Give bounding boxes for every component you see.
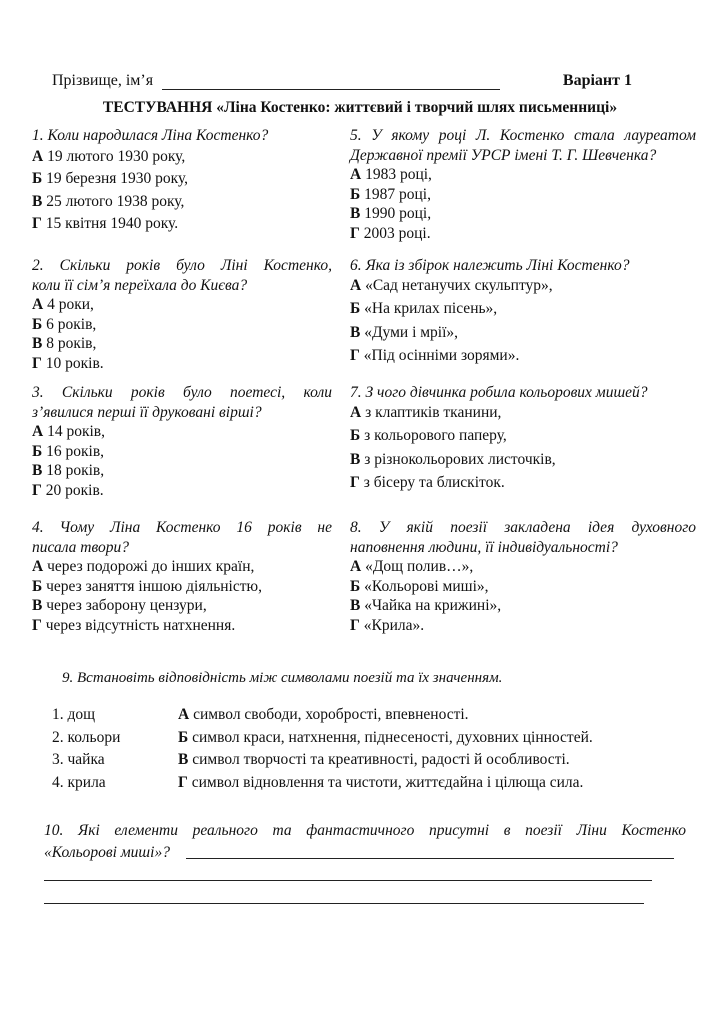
question-text-line1: 4. Чому Ліна Костенко 16 років не <box>32 519 332 536</box>
question-1 <box>32 126 332 234</box>
option-text: «Кольорові миші», <box>364 577 489 595</box>
option-text: 1987 році, <box>364 185 431 203</box>
option-b[interactable] <box>350 577 696 597</box>
option-b[interactable] <box>32 577 332 597</box>
option-a[interactable] <box>32 147 332 167</box>
match-letter: Г <box>178 773 188 791</box>
option-c[interactable] <box>350 204 696 224</box>
variant-label: Варіант 1 <box>562 72 632 89</box>
option-c[interactable] <box>350 596 696 616</box>
match-text: символ краси, натхнення, піднесеності, духовних цінностей. <box>192 728 593 746</box>
question-text: 1. Коли народилася Ліна Костенко? <box>32 127 269 144</box>
option-letter: А <box>350 558 362 575</box>
option-text: «Сад нетанучих скульптур», <box>365 276 553 294</box>
option-text: через заборону цензури, <box>46 597 207 614</box>
option-letter: Г <box>32 215 42 232</box>
option-letter: В <box>32 192 43 210</box>
option-letter: Г <box>32 354 42 372</box>
match-text: символ відновлення та чистоти, життєдайна і цілюща сила. <box>191 773 584 791</box>
option-letter: А <box>32 147 44 165</box>
question-text-line1: 5. У якому році Л. Костенко стала лауреатом <box>350 127 696 144</box>
option-letter: Б <box>32 315 43 333</box>
match-right-item <box>178 704 469 727</box>
option-letter: В <box>32 335 43 352</box>
option-a[interactable] <box>32 557 332 577</box>
match-letter: В <box>178 751 189 768</box>
question-3 <box>32 383 332 500</box>
question-2 <box>32 256 332 373</box>
option-b[interactable] <box>350 299 696 319</box>
option-letter: Г <box>350 616 360 634</box>
option-letter: Б <box>32 170 43 187</box>
match-text: символ свободи, хоробрості, впевненості. <box>193 706 469 723</box>
match-right-item <box>178 749 570 772</box>
title-rest: «Ліна Костенко: життєвий і творчий шлях письменниці» <box>216 99 618 116</box>
answer-line-1[interactable] <box>186 858 674 859</box>
option-a[interactable] <box>350 276 696 296</box>
option-c[interactable] <box>32 596 332 616</box>
option-d[interactable] <box>350 616 696 636</box>
option-letter: Б <box>32 442 43 460</box>
option-letter: В <box>350 450 361 468</box>
option-text: «Під осінніми зорями». <box>363 347 520 364</box>
option-letter: Г <box>350 224 360 242</box>
option-letter: Г <box>32 481 42 499</box>
question-text-line1: 8. У якій поезії закладена ідея духовного <box>350 519 696 536</box>
option-text: 16 років, <box>46 442 105 460</box>
match-letter: А <box>178 706 190 723</box>
option-letter: А <box>350 166 362 183</box>
question-10-line2: «Кольорові миші»? <box>44 844 170 861</box>
question-7 <box>350 383 696 493</box>
question-text-line2: з’явилися перші її друковані вірші? <box>32 403 262 421</box>
option-letter: Г <box>350 347 360 364</box>
option-text: «Крила». <box>363 616 425 634</box>
option-text: «Чайка на крижині», <box>364 597 502 614</box>
title-lead: ТЕСТУВАННЯ <box>102 99 213 116</box>
question-4 <box>32 518 332 635</box>
option-a[interactable] <box>32 295 332 315</box>
option-c[interactable] <box>350 323 696 343</box>
option-letter: А <box>32 423 44 440</box>
question-text: 7. З чого дівчинка робила кольорових мишей? <box>350 384 648 401</box>
question-9-text: 9. Встановіть відповідність між символами поезій та їх значенням. <box>62 670 503 686</box>
match-left-item: 4. крила <box>52 773 106 791</box>
option-b[interactable] <box>32 169 332 189</box>
option-a[interactable] <box>350 165 696 185</box>
option-letter: Б <box>350 300 361 317</box>
option-d[interactable] <box>32 616 332 636</box>
option-letter: Б <box>350 185 361 203</box>
option-letter: В <box>32 462 43 479</box>
match-right-item <box>178 727 593 750</box>
answer-line-2[interactable] <box>44 880 652 881</box>
option-text: з різнокольорових листочків, <box>364 450 556 468</box>
option-a[interactable] <box>350 557 696 577</box>
option-text: з бісеру та блискіток. <box>363 474 505 491</box>
test-title <box>0 99 720 117</box>
option-letter: Г <box>32 616 42 634</box>
question-text-line1: 3. Скільки років було поетесі, коли <box>32 384 332 401</box>
option-c[interactable] <box>350 450 696 470</box>
option-c[interactable] <box>32 334 332 354</box>
option-text: з клаптиків тканини, <box>365 403 502 421</box>
option-text: 1990 році, <box>364 205 432 222</box>
name-label: Прізвище, ім’я <box>52 72 154 89</box>
question-5 <box>350 126 696 243</box>
option-text: з кольорового паперу, <box>364 427 507 444</box>
answer-line-3[interactable] <box>44 903 644 904</box>
option-letter: А <box>350 276 362 294</box>
question-10-line1: 10. Які елементи реального та фантастичного присутні в поезії Ліни Костенко <box>44 822 686 839</box>
option-text: 14 років, <box>47 423 105 440</box>
option-letter: Г <box>350 474 360 491</box>
option-text: 20 років. <box>45 481 104 499</box>
option-d[interactable] <box>32 354 332 374</box>
option-c[interactable] <box>32 192 332 212</box>
option-d[interactable] <box>350 346 696 366</box>
option-letter: Б <box>350 427 361 444</box>
option-text: 15 квітня 1940 року. <box>45 215 179 232</box>
option-text: «Думи і мрії», <box>364 323 459 341</box>
question-text: 6. Яка із збірок належить Ліні Костенко? <box>350 257 630 274</box>
option-d[interactable] <box>350 224 696 244</box>
option-text: 4 роки, <box>47 296 94 313</box>
option-c[interactable] <box>32 461 332 481</box>
match-left-item: 3. чайка <box>52 751 105 768</box>
option-text: через заняття іншою діяльністю, <box>46 577 262 595</box>
match-letter: Б <box>178 728 189 746</box>
option-a[interactable] <box>350 403 696 423</box>
option-text: «Дощ полив…», <box>365 558 474 575</box>
option-text: 1983 році, <box>365 166 432 183</box>
option-b[interactable] <box>350 426 696 446</box>
match-left-item: 1. дощ <box>52 706 96 723</box>
option-d[interactable] <box>32 214 332 234</box>
question-8 <box>350 518 696 635</box>
option-text: 10 років. <box>45 354 104 372</box>
question-text-line2: наповнення людини, її індивідуальності? <box>350 538 618 556</box>
option-text: через подорожі до інших країн, <box>47 558 255 575</box>
option-letter: В <box>350 323 361 341</box>
match-right-item <box>178 772 583 795</box>
option-text: 19 лютого 1930 року, <box>47 147 186 165</box>
option-text: 19 березня 1930 року, <box>46 170 189 187</box>
option-letter: Б <box>350 577 361 595</box>
option-text: 8 років, <box>46 335 97 352</box>
question-text-line2: Державної премії УРСР імені Т. Г. Шевченка? <box>350 146 657 164</box>
match-text: символ творчості та креативності, радості й особливості. <box>192 751 570 768</box>
question-6 <box>350 256 696 366</box>
option-letter: В <box>32 597 43 614</box>
option-text: 2003 році. <box>363 224 431 242</box>
option-b[interactable] <box>32 442 332 462</box>
option-a[interactable] <box>32 422 332 442</box>
option-text: 18 років, <box>46 462 105 479</box>
question-text-line1: 2. Скільки років було Ліні Костенко, <box>32 257 332 274</box>
option-letter: А <box>32 296 44 313</box>
option-text: 6 років, <box>46 315 97 333</box>
header-row <box>52 72 632 94</box>
option-letter: А <box>32 558 44 575</box>
option-text: «На крилах пісень», <box>364 300 498 317</box>
option-b[interactable] <box>350 185 696 205</box>
option-letter: В <box>350 597 361 614</box>
question-text-line2: коли її сім’я переїхала до Києва? <box>32 276 248 294</box>
option-text: через відсутність натхнення. <box>45 616 236 634</box>
option-d[interactable] <box>350 473 696 493</box>
match-left-item: 2. кольори <box>52 728 121 746</box>
option-letter: А <box>350 403 362 421</box>
option-d[interactable] <box>32 481 332 501</box>
option-text: 25 лютого 1938 року, <box>46 192 185 210</box>
name-blank-line[interactable] <box>162 89 500 90</box>
option-b[interactable] <box>32 315 332 335</box>
option-letter: В <box>350 205 361 222</box>
question-text-line2: писала твори? <box>32 538 130 556</box>
option-letter: Б <box>32 577 43 595</box>
